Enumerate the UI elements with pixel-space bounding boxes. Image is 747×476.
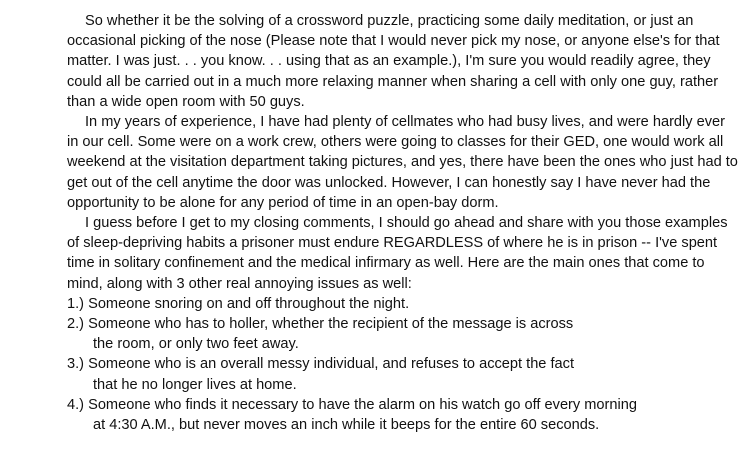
list-item: 2.) Someone who has to holler, whether the recipient of the message is across the room, or only two feet away. xyxy=(67,316,574,353)
list-item: 1.) Someone snoring on and off throughout the night. xyxy=(67,295,410,312)
list-item: 4.) Someone who finds it necessary to have the alarm on his watch go off every morning at 4:30 A.M., but never moves an inch while it beeps for the entire 60 seconds. xyxy=(67,396,637,434)
paragraph-3: I guess before I get to my closing comments, I should go ahead and share with you those examples of sleep-depriving habits a prisoner must endure REGARDLESS of where he is in prison -- I've spent time in solitary confinement and the medical infirmary as well. Here are the main ones that come to mind, along with 3 other real annoying issues as well: xyxy=(67,215,728,292)
document-body xyxy=(67,11,739,435)
paragraph-2: In my years of experience, I have had plenty of cellmates who had busy lives, and were hardly ever in our cell. Some were on a work crew, others were going to classes for their GED, one would work all weekend at the visitation department taking pictures, and yes, there have been the ones who just had to get out of the cell anytime the door was unlocked. However, I can honestly say I have never had the opportunity to be alone for any period of time in an open-bay dorm. xyxy=(67,114,738,211)
paragraph-1: So whether it be the solving of a crossword puzzle, practicing some daily meditation, or just an occasional picking of the nose (Please note that I would never pick my nose, or anyone else's for that matter. I was just. . . you know. . . using that as an example.), I'm sure you would readily agree, they could all be carried out in a much more relaxing manner when sharing a cell with only one guy, rather than a wide open room with 50 guys. xyxy=(67,13,720,110)
habits-list xyxy=(67,294,739,435)
list-item: 3.) Someone who is an overall messy individual, and refuses to accept the fact that he no longer lives at home. xyxy=(67,356,574,393)
